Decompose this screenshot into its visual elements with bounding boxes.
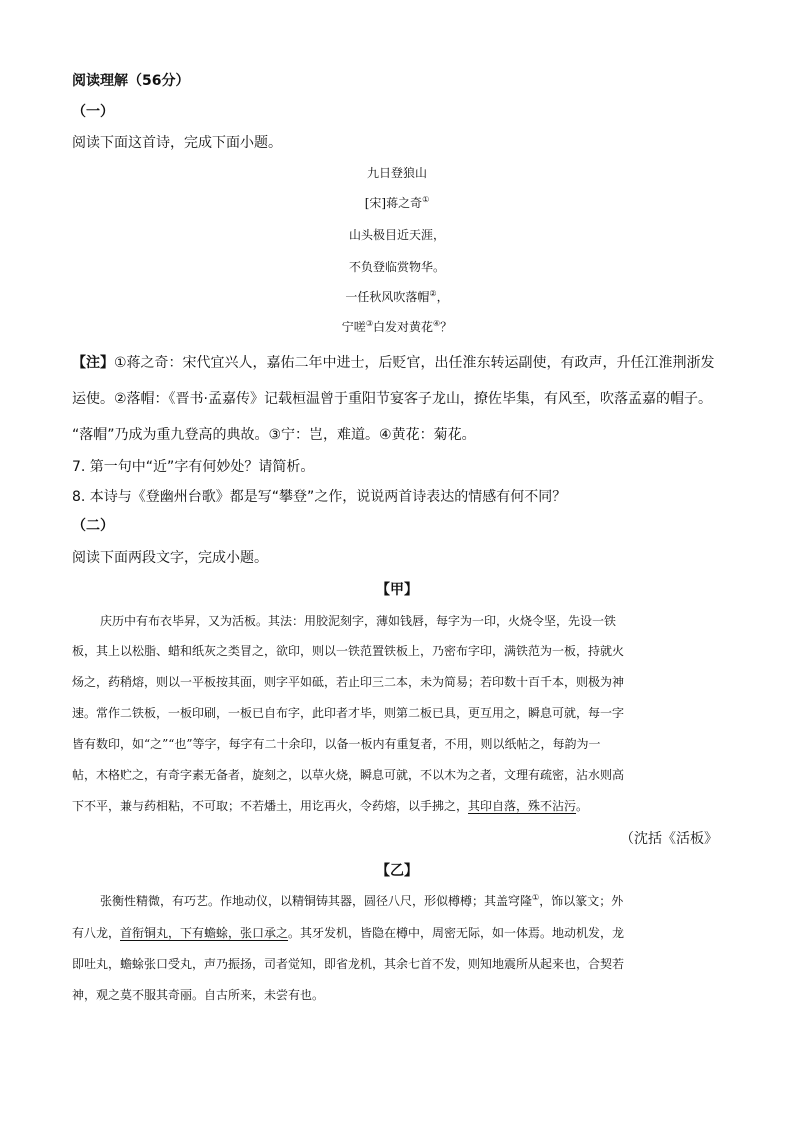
jia-line-5: 皆有数印，如“之”“也”等字，每字有二十余印，以备一板内有重复者，不用，则以纸帖之，每韵为一 bbox=[72, 737, 601, 751]
yi-line-4: 神，观之莫不服其奇丽。自古所来，未尝有也。 bbox=[72, 988, 325, 1002]
poem-line-4-mark1: ③ bbox=[365, 319, 373, 328]
poem-line-2: 不负登临赏物华。 bbox=[348, 260, 445, 274]
jia-line-7-end: 。 bbox=[576, 799, 589, 813]
jia-line-7 bbox=[72, 797, 588, 814]
question-7: 7. 第一句中“近”字有何妙处？请简析。 bbox=[72, 459, 315, 475]
yi-line-1-text: 张衡性精微，有巧艺。作地动仪，以精铜铸其器，圆径八尺，形似樽樽；其盖穹隆 bbox=[100, 894, 533, 908]
poem-line-4-a: 宁嗟 bbox=[341, 320, 366, 334]
note-label: 【注】 bbox=[72, 355, 114, 371]
note-line-1 bbox=[72, 352, 715, 372]
yi-line-2-b: 。其牙发机，皆隐在樽中，周密无际，如一体焉。地动机发，龙 bbox=[288, 926, 625, 940]
yi-line-2-a: 有八龙， bbox=[72, 926, 121, 940]
part2-instruction: 阅读下面两段文字，完成小题。 bbox=[72, 550, 268, 566]
jia-line-6: 帖，木格贮之，有奇字素无备者，旋刻之，以草火烧，瞬息可就，不以木为之者，文理有疏密，沾水则高 bbox=[72, 768, 625, 782]
yi-line-1 bbox=[100, 892, 623, 909]
note-line-2: 运使。②落帽：《晋书·孟嘉传》记载桓温曾于重阳节宴客子龙山，撩佐毕集，有风至，吹落孟嘉的帽子。 bbox=[72, 391, 712, 407]
yi-line-1-end: ，饰以篆文；外 bbox=[539, 894, 624, 908]
poem-author-text: [宋]蒋之奇 bbox=[364, 196, 423, 210]
poem-line-1: 山头极目近天涯， bbox=[348, 228, 445, 242]
jia-heading: 【甲】 bbox=[376, 582, 418, 598]
jia-underlined-phrase: 其印自落，殊不沾污 bbox=[468, 799, 577, 813]
jia-line-2: 板，其上以松脂、蜡和纸灰之类冒之，欲印，则以一铁范置铁板上，乃密布字印，满铁范为一板，持就火 bbox=[72, 644, 625, 658]
question-8: 8. 本诗与《登幽州台歌》都是写“攀登”之作，说说两首诗表达的情感有何不同？ bbox=[72, 489, 567, 505]
poem-line-4-end: ？ bbox=[440, 320, 453, 334]
poem-line-3 bbox=[0, 288, 794, 305]
poem-line-3-mark: ② bbox=[429, 289, 437, 298]
yi-heading: 【乙】 bbox=[376, 863, 418, 879]
yi-underlined-phrase: 首衔铜丸，下有蟾蜍，张口承之 bbox=[120, 926, 289, 940]
poem-author-mark: ① bbox=[422, 195, 430, 204]
jia-line-4: 速。常作二铁板，一板印刷，一板已自布字，此印者才毕，则第二板已具，更互用之，瞬息可就，每一字 bbox=[72, 706, 625, 720]
yi-line-2 bbox=[72, 924, 624, 941]
jia-line-3: 炀之，药稍熔，则以一平板按其面，则字平如砥，若止印三二本，未为简易；若印数十百千本，则极为神 bbox=[72, 675, 625, 689]
yi-line-1-mark: ① bbox=[532, 893, 540, 902]
note-text-1: ①蒋之奇：宋代宜兴人，嘉佑二年中进士，后贬官，出任淮东转运副使，有政声，升任江淮荆浙发 bbox=[114, 355, 715, 371]
poem-line-3-text: 一任秋风吹落帽 bbox=[345, 290, 430, 304]
poem-line-4-b: 白发对黄花 bbox=[372, 320, 433, 334]
poem-line-4 bbox=[0, 318, 794, 335]
jia-line-1: 庆历中有布衣毕昇，又为活板。其法：用胶泥刻字，薄如钱唇，每字为一印，火烧令坚，先设一铁 bbox=[100, 614, 617, 628]
poem-author bbox=[0, 194, 794, 211]
poem-line-4-mark2: ④ bbox=[433, 319, 441, 328]
yi-line-3: 即吐丸，蟾蜍张口受丸，声乃振扬，司者觉知，即省龙机，其余七首不发，则知地震所从起来也，合契若 bbox=[72, 957, 625, 971]
part2-label: （二） bbox=[72, 518, 114, 534]
note-line-3: “落帽”乃成为重九登高的典故。③宁：岂，难道。④黄花：菊花。 bbox=[72, 427, 476, 443]
jia-line-7-plain: 下不平，兼与药相粘，不可取；不若燔土，用讫再火，令药熔，以手拂之， bbox=[72, 799, 469, 813]
part1-instruction: 阅读下面这首诗，完成下面小题。 bbox=[72, 135, 282, 151]
jia-source: （沈括《活板》 bbox=[620, 831, 718, 847]
poem-title: 九日登狼山 bbox=[366, 166, 427, 180]
poem-line-3-end: ， bbox=[436, 290, 449, 304]
section-title: 阅读理解（56分） bbox=[72, 73, 190, 89]
part1-label: （一） bbox=[72, 104, 114, 120]
